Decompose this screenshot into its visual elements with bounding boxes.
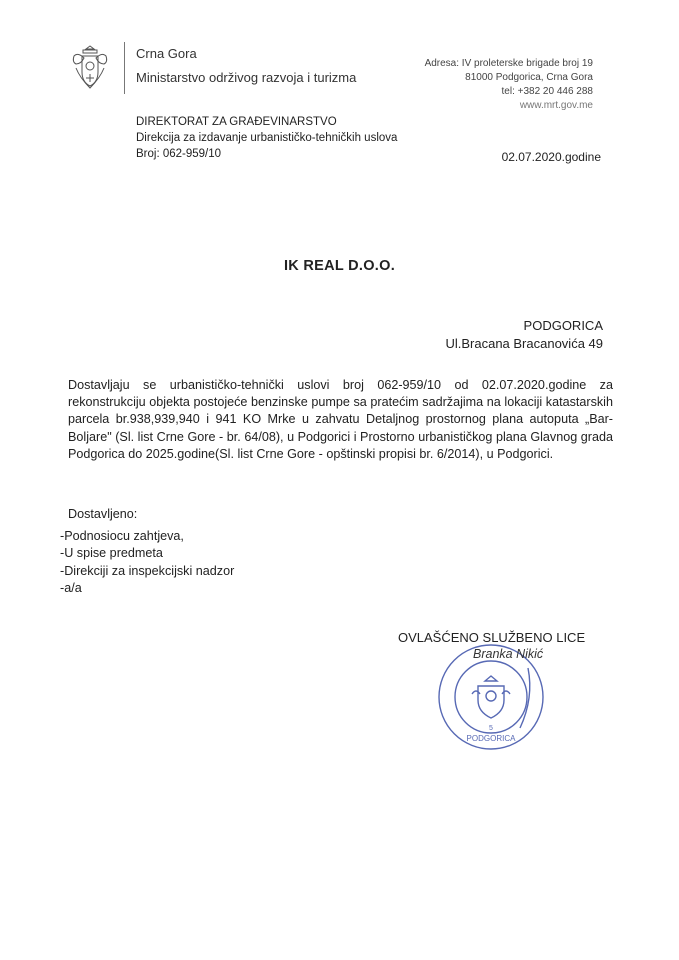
signatory-name: Branka Nikić (473, 647, 544, 661)
directorate-name: DIREKTORAT ZA GRAĐEVINARSTVO (136, 116, 337, 128)
stamp-city-text: PODGORICA (466, 734, 516, 743)
address-line-1: Adresa: IV proleterske brigade broj 19 (424, 58, 593, 69)
delivery-item: -U spise predmeta (60, 546, 163, 561)
signature-title: OVLAŠĆENO SLUŽBENO LICE (398, 630, 586, 645)
body-paragraph: Dostavljaju se urbanističko-tehnički uslovi broj 062-959/10 od 02.07.2020.godine za rekonstrukciju objekta postojeće benzinske pumpe sa pratećim sadržajima na lokaciji katastarskih parcela br.938,939,940 i 941 KO Mrke u zahvatu Detaljnog prostornog plana autoputa „Bar-Boljare" (Sl. list Crne Gore - br. 64/08), u Podgorici i Prostorno urbanističkog plana Glavnog grada Podgorica do 2025.godine(Sl. list Crne Gore - opštinski propisi br. 6/2014), u Podgorici. (68, 378, 613, 461)
stamp-number-text: 5 (489, 725, 493, 732)
recipient-street: Ul.Bracana Bracanovića 49 (445, 336, 603, 351)
recipient-company: IK REAL D.O.O. (283, 258, 396, 274)
delivery-title: Dostavljeno: (68, 507, 138, 521)
address-line-2: 81000 Podgorica, Crna Gora (465, 72, 593, 83)
delivery-list (60, 528, 234, 597)
header-divider (124, 42, 125, 94)
country-name: Crna Gora (136, 46, 197, 61)
website: www.mrt.gov.me (519, 100, 593, 111)
delivery-item: -Direkciji za inspekcijski nadzor (60, 563, 235, 578)
ministry-name: Ministarstvo održivog razvoja i turizma (136, 70, 357, 85)
phone-number: tel: +382 20 446 288 (501, 86, 593, 97)
recipient-city: PODGORICA (523, 318, 603, 333)
document-date: 02.07.2020.godine (501, 150, 601, 164)
division-name: Direkcija za izdavanje urbanističko-tehničkih uslova (136, 132, 398, 144)
coat-of-arms-icon (68, 42, 112, 92)
reference-number: Broj: 062-959/10 (136, 148, 222, 160)
delivery-item: -Podnosiocu zahtjeva, (60, 529, 184, 543)
delivery-item: -a/a (60, 580, 82, 595)
